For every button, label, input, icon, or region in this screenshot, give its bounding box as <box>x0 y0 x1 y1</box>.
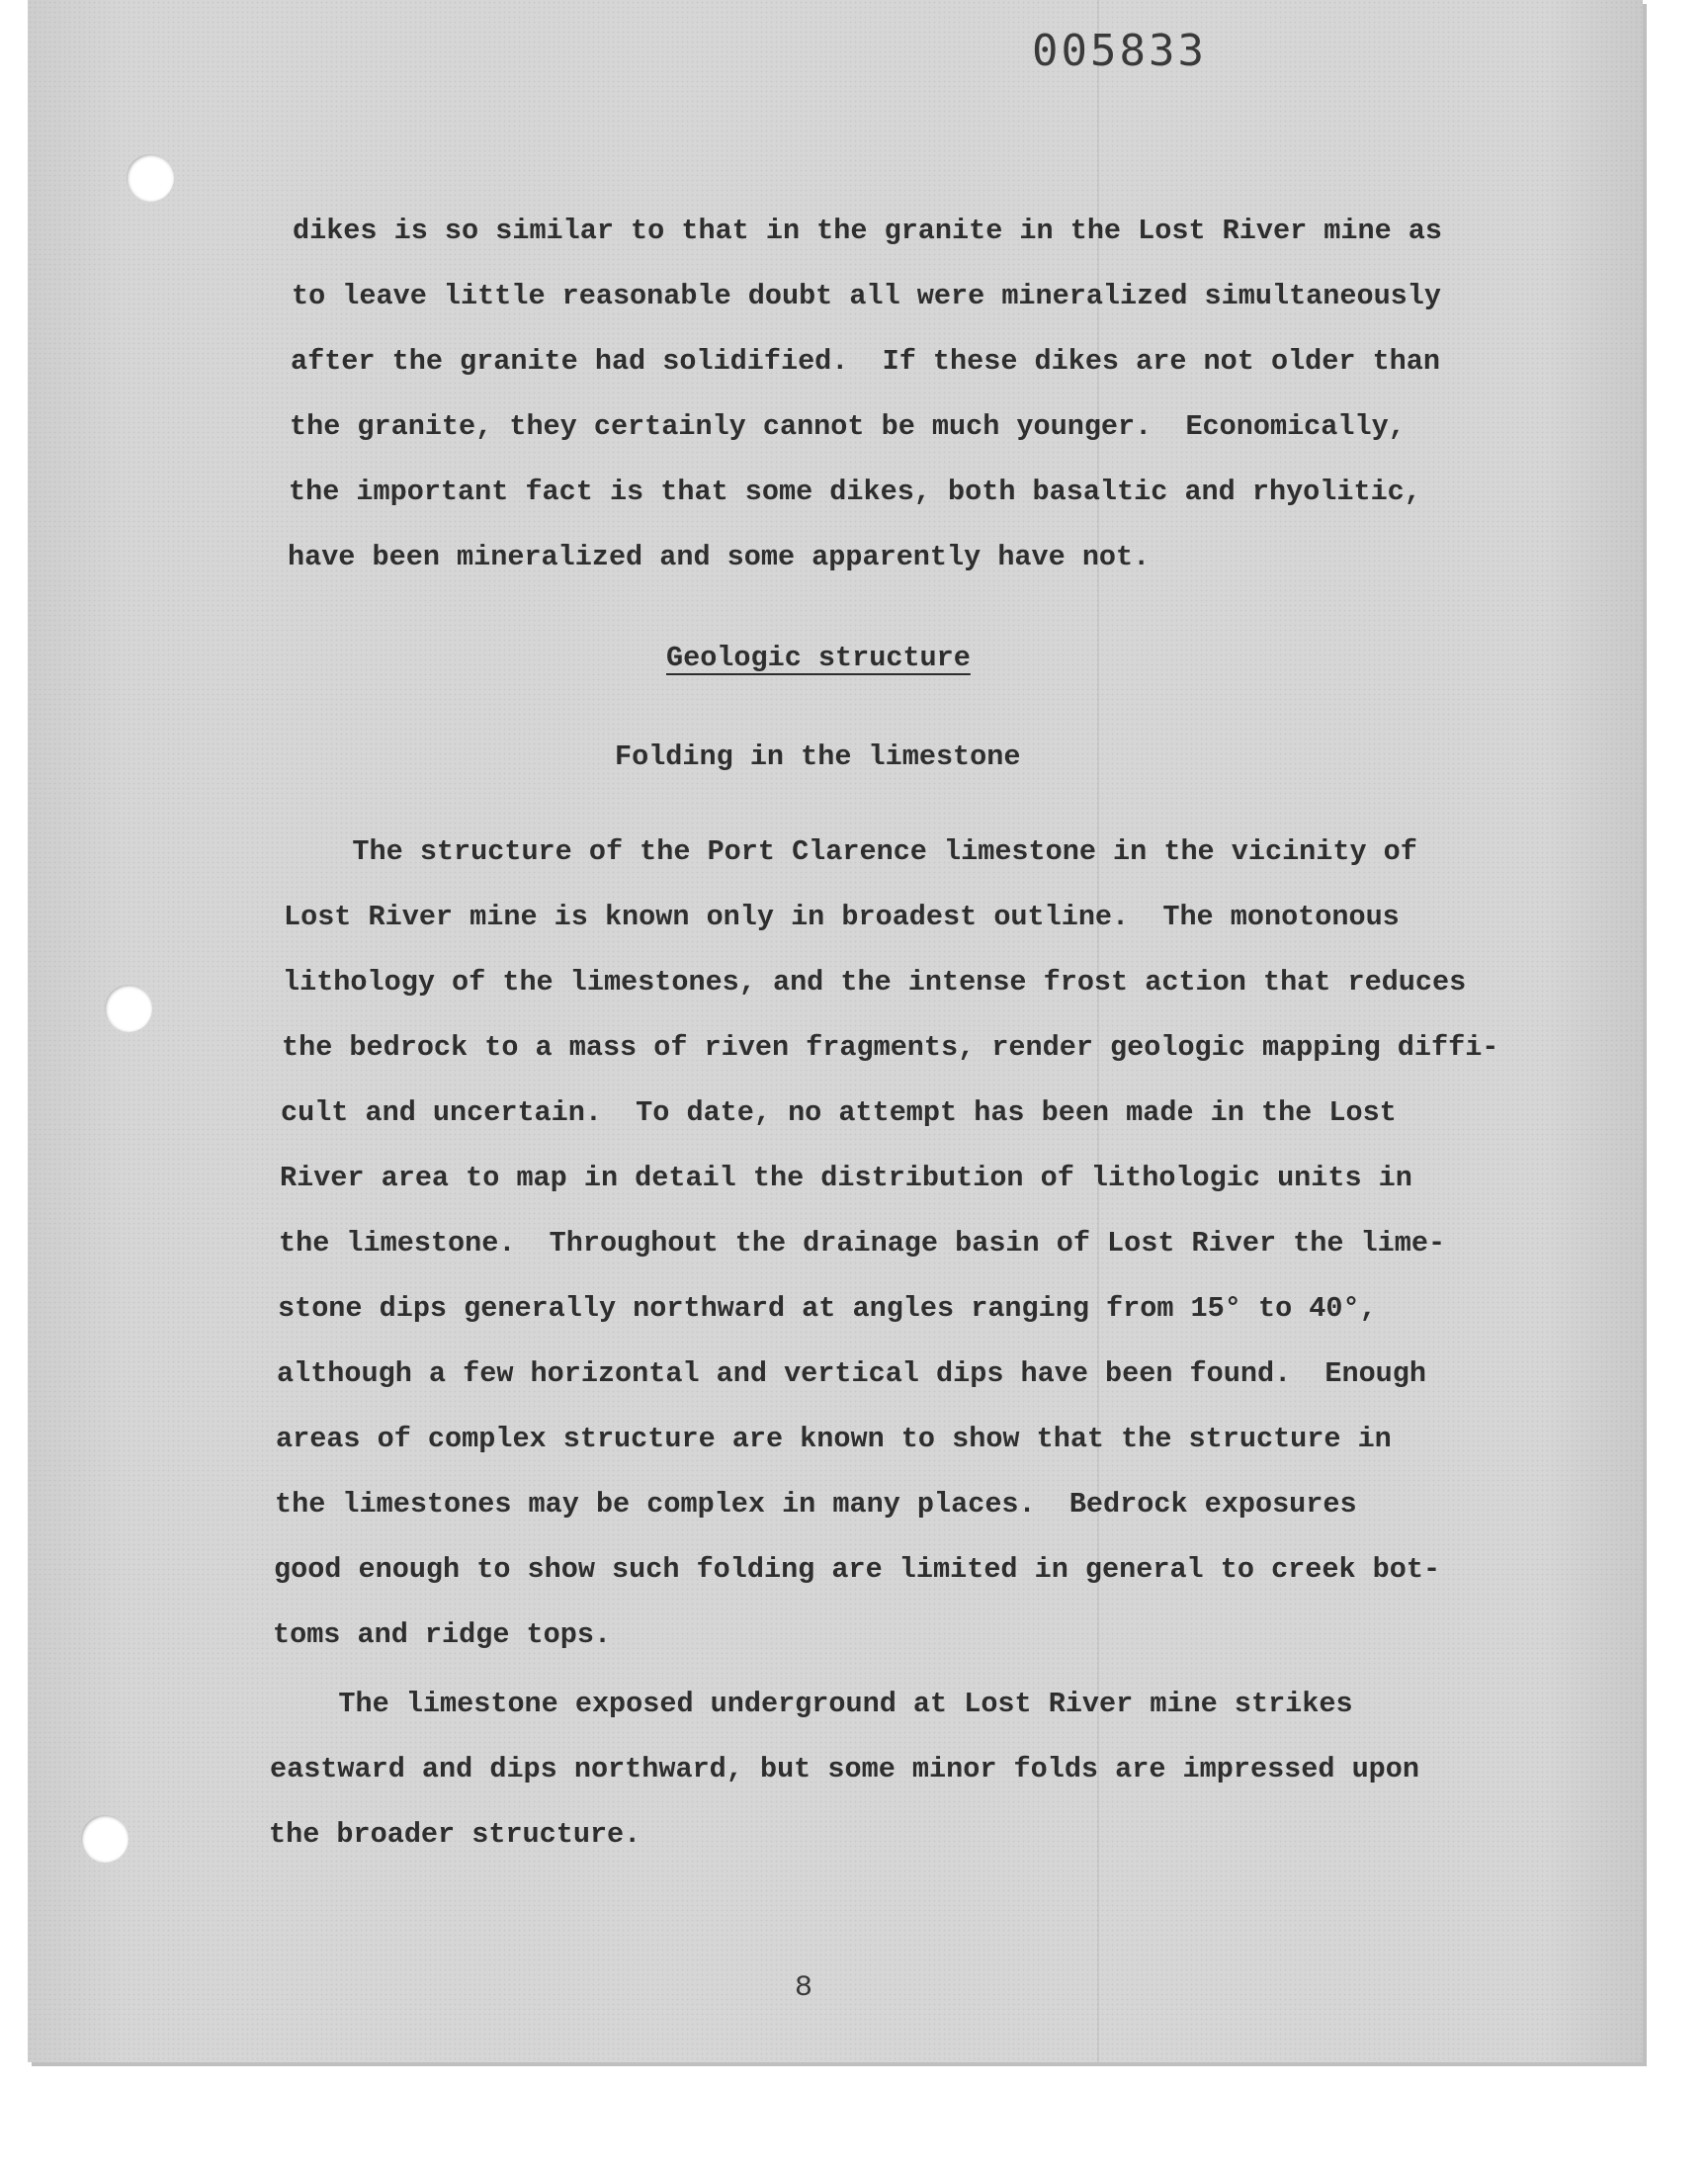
binder-hole-bottom <box>81 1815 128 1863</box>
section-heading: Geologic structure <box>666 642 971 674</box>
paragraph-2-line: the limestones may be complex in many places. Bedrock exposures <box>275 1488 1357 1521</box>
paragraph-2-line: good enough to show such folding are limited in general to creek bot- <box>274 1553 1441 1586</box>
paragraph-2-line: cult and uncertain. To date, no attempt has been made in the Lost <box>281 1096 1397 1129</box>
paragraph-2-line: The structure of the Port Clarence limestone in the vicinity of <box>285 835 1417 868</box>
paragraph-2-line: lithology of the limestones, and the intense frost action that reduces <box>283 966 1467 999</box>
page-number: 8 <box>795 1971 813 2005</box>
paragraph-2-line: River area to map in detail the distribution of lithologic units in <box>280 1162 1412 1194</box>
paragraph-1-line: the important fact is that some dikes, both basaltic and rhyolitic, <box>289 476 1421 508</box>
binder-hole-middle <box>105 985 152 1032</box>
paragraph-1-line: the granite, they certainly cannot be much younger. Economically, <box>290 410 1406 443</box>
paragraph-3-line: The limestone exposed underground at Lost River mine strikes <box>271 1688 1353 1720</box>
paragraph-2-line: the limestone. Throughout the drainage basin of Lost River the lime- <box>279 1227 1446 1260</box>
paragraph-2-line: stone dips generally northward at angles ranging from 15° to 40°, <box>278 1292 1377 1325</box>
paragraph-3-line: the broader structure. <box>269 1818 641 1851</box>
paragraph-1-line: after the granite had solidified. If these dikes are not older than <box>291 345 1440 378</box>
paragraph-2-line: areas of complex structure are known to show that the structure in <box>276 1423 1392 1455</box>
paragraph-1-line: to leave little reasonable doubt all were mineralized simultaneously <box>292 280 1441 312</box>
paragraph-2-line: although a few horizontal and vertical dips have been found. Enough <box>277 1357 1426 1390</box>
serial-number: 005833 <box>1032 26 1207 76</box>
paragraph-2-line: Lost River mine is known only in broadest outline. The monotonous <box>284 901 1400 933</box>
paragraph-1-line: have been mineralized and some apparently have not. <box>288 541 1151 573</box>
binder-hole-top <box>127 154 174 202</box>
paragraph-2-line: the bedrock to a mass of riven fragments, render geologic mapping diffi- <box>282 1031 1499 1064</box>
document-page <box>28 0 1643 2062</box>
paragraph-3-line: eastward and dips northward, but some minor folds are impressed upon <box>270 1753 1419 1785</box>
paragraph-1-line: dikes is so similar to that in the granite in the Lost River mine as <box>293 215 1442 247</box>
paragraph-2-line: toms and ridge tops. <box>273 1618 612 1651</box>
subsection-heading: Folding in the limestone <box>615 740 1021 773</box>
